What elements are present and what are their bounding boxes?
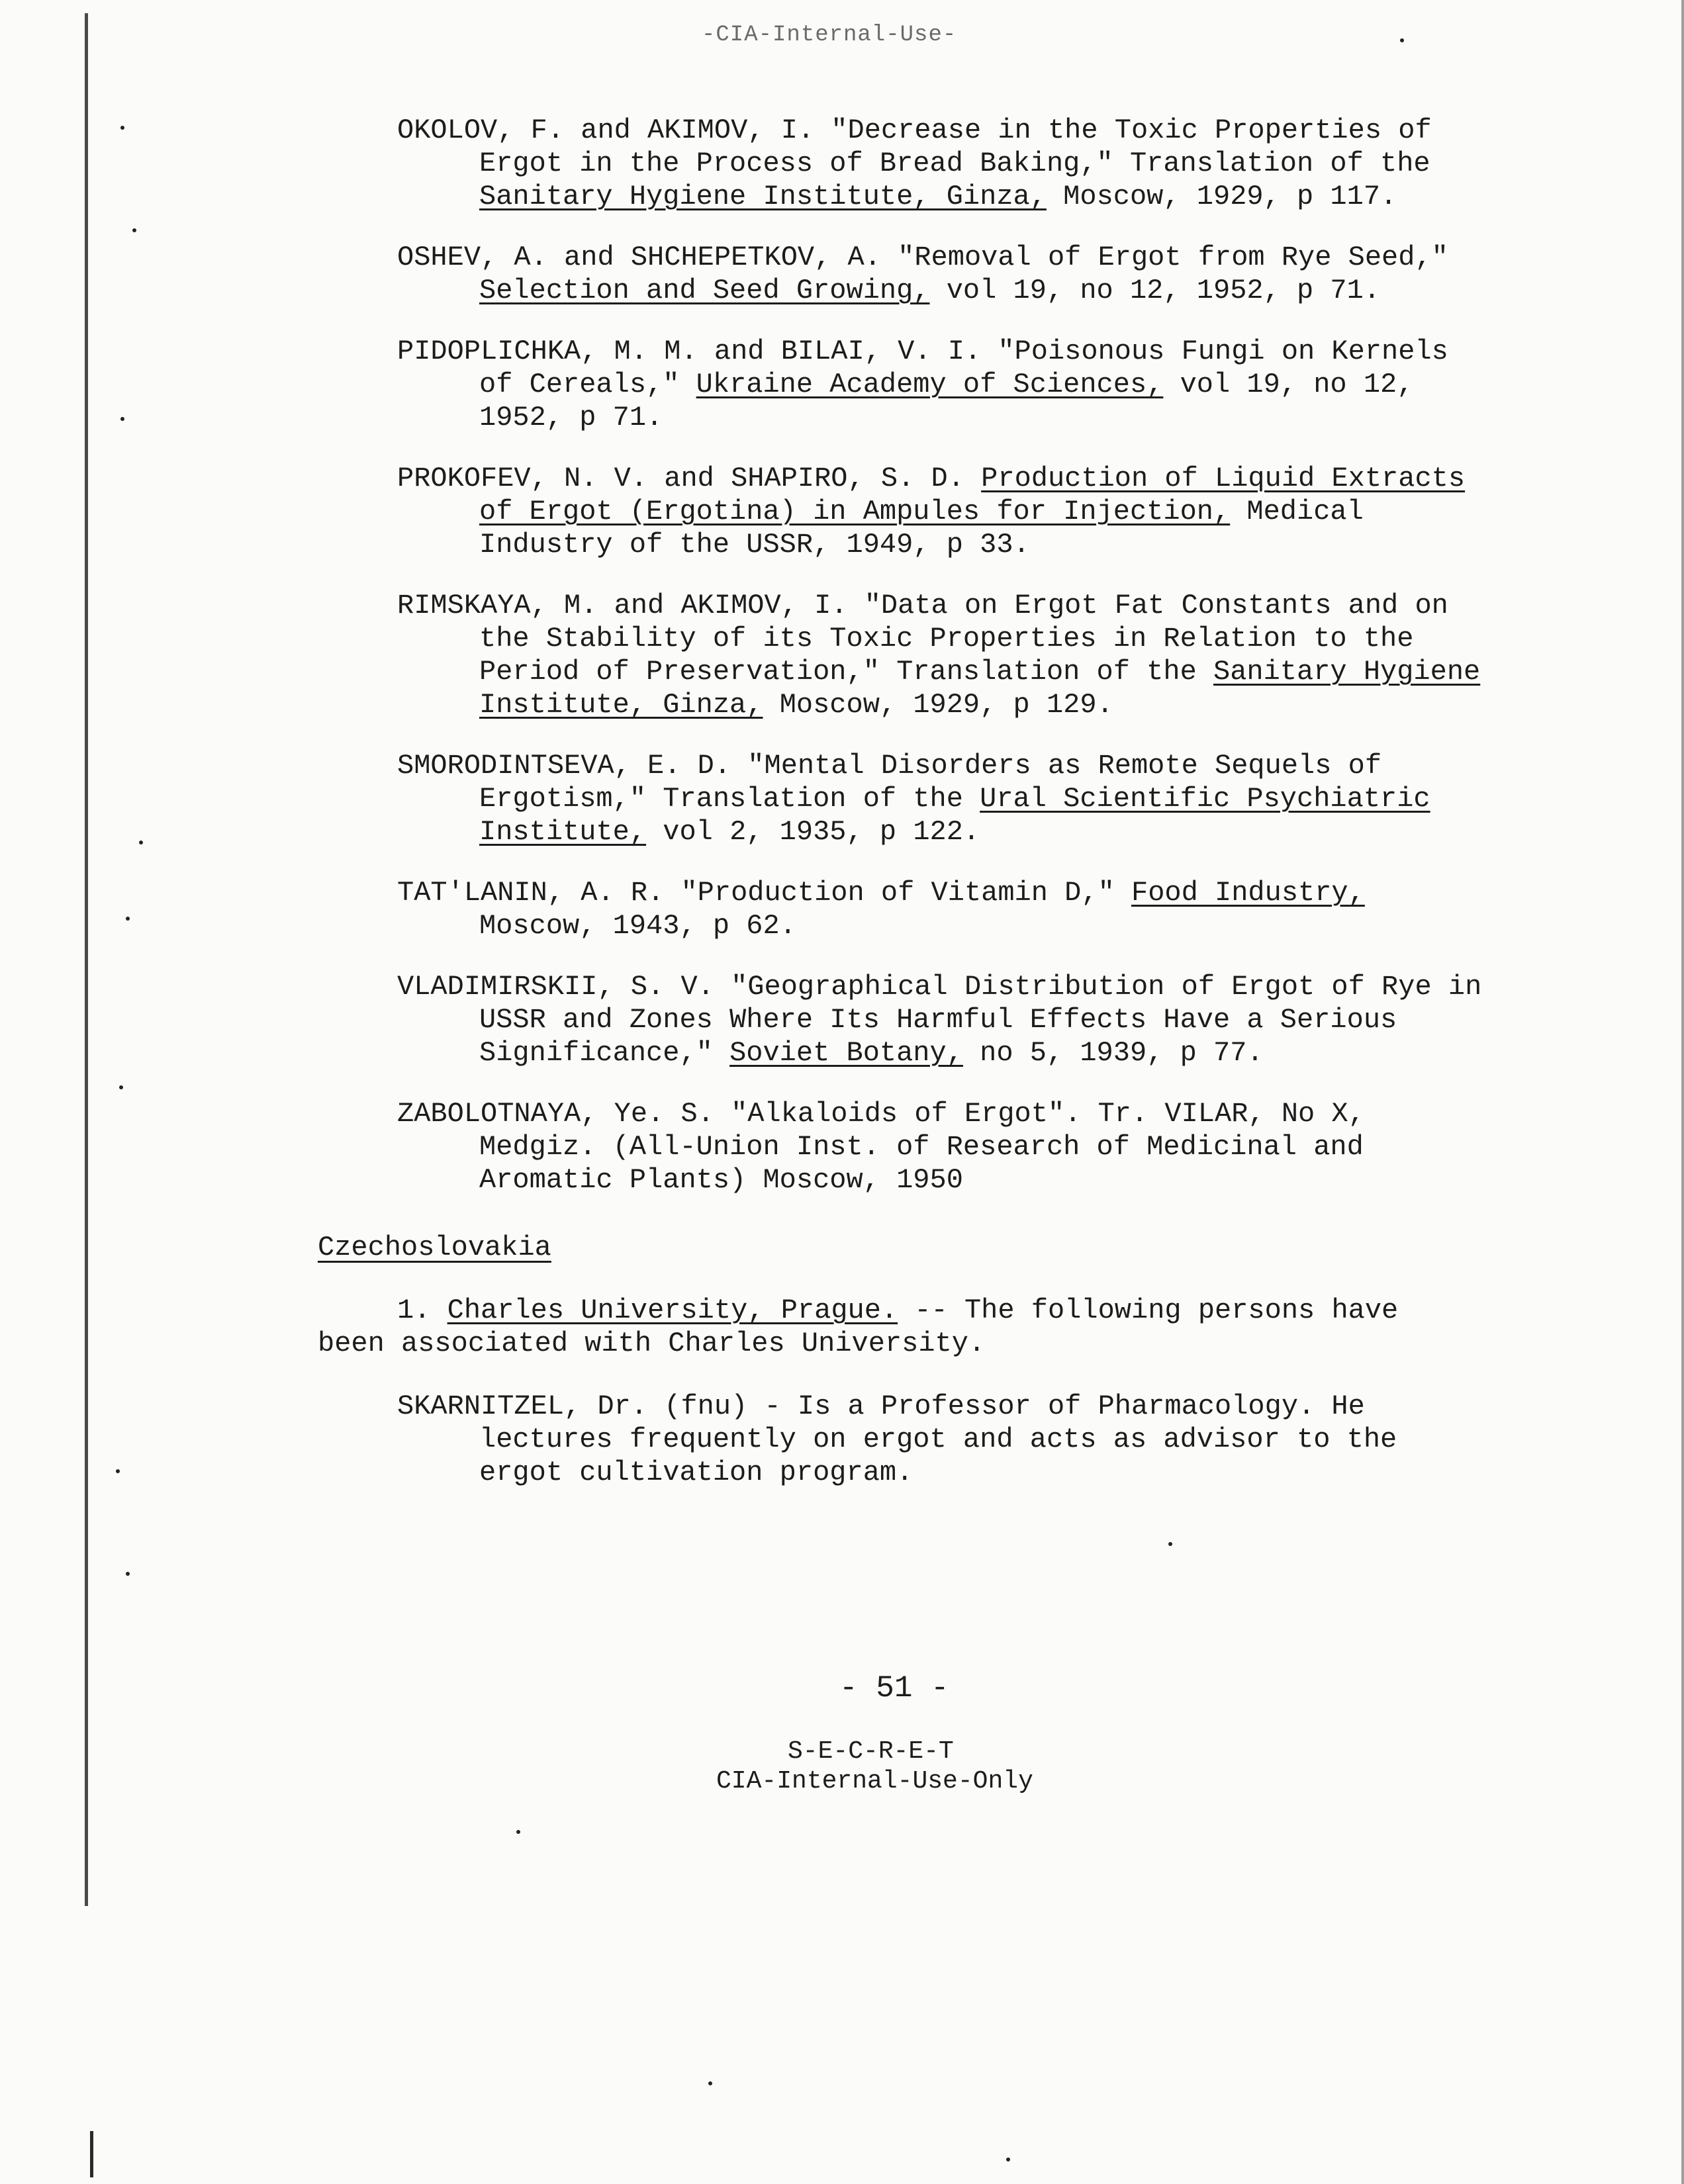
bibliography-entry: OKOLOV, F. and AKIMOV, I. "Decrease in the Toxic Properties of Ergot in the Process of Bread Baking," Translation of the Sanitary Hygiene Institute, Ginza, Moscow, 1929, p 117. (397, 114, 1432, 212)
scan-speck (708, 2081, 712, 2085)
binding-edge-line-lower (90, 2131, 93, 2177)
footer-marking: CIA-Internal-Use-Only (716, 1767, 1033, 1796)
scan-speck (120, 126, 124, 130)
scan-speck (1168, 1542, 1172, 1546)
classification-marking: S-E-C-R-E-T (788, 1737, 954, 1766)
scan-speck (119, 1085, 123, 1089)
bibliography-entry: TAT'LANIN, A. R. "Production of Vitamin D," Food Industry, Moscow, 1943, p 62. (397, 877, 1365, 942)
scan-speck (1006, 2158, 1010, 2161)
bibliography-list (397, 114, 1483, 1224)
page-header: -CIA-Internal-Use- (702, 23, 957, 48)
person-entry: SKARNITZEL, Dr. (fnu) - Is a Professor of Pharmacology. He lectures frequently on ergot and acts as advisor to the ergot cultivation program. (397, 1390, 1397, 1488)
scan-speck (139, 841, 143, 844)
binding-edge-line (85, 13, 88, 1906)
bibliography-entry: VLADIMIRSKII, S. V. "Geographical Distribution of Ergot of Rye in USSR and Zones Where Its Harmful Effects Have a Serious Significance," Soviet Botany, no 5, 1939, p 77. (397, 971, 1482, 1069)
scan-speck (126, 1572, 130, 1576)
scan-speck (516, 1830, 520, 1834)
scan-speck (120, 417, 124, 421)
page-number: - 51 - (839, 1671, 949, 1706)
bibliography-entry: PROKOFEV, N. V. and SHAPIRO, S. D. Production of Liquid Extracts of Ergot (Ergotina) in Ampules for Injection, Medical Industry of the USSR, 1949, p 33. (397, 463, 1466, 561)
scan-speck (1400, 38, 1404, 42)
numbered-paragraph: 1. Charles University, Prague. -- The following persons have been associated with Charles University. (318, 1295, 1399, 1359)
scan-speck (132, 228, 136, 232)
bibliography-entry: PIDOPLICHKA, M. M. and BILAI, V. I. "Poisonous Fungi on Kernels of Cereals," Ukraine Academy of Sciences, vol 19, no 12, 1952, p 71. (397, 336, 1448, 433)
bibliography-entry: ZABOLOTNAYA, Ye. S. "Alkaloids of Ergot". Tr. VILAR, No X, Medgiz. (All-Union Inst. of Research of Medicinal and Aromatic Plants) Moscow, 1950 (397, 1098, 1365, 1196)
scan-edge-line (1681, 0, 1684, 2184)
bibliography-entry: OSHEV, A. and SHCHEPETKOV, A. "Removal of Ergot from Rye Seed," Selection and Seed Growing, vol 19, no 12, 1952, p 71. (397, 242, 1448, 306)
scan-speck (116, 1469, 120, 1473)
bibliography-entry: SMORODINTSEVA, E. D. "Mental Disorders as Remote Sequels of Ergotism," Translation of the Ural Scientific Psychiatric Institute, vol 2, 1935, p 122. (397, 750, 1430, 848)
bibliography-entry: RIMSKAYA, M. and AKIMOV, I. "Data on Ergot Fat Constants and on the Stability of its Toxic Properties in Relation to the Period of Preservation," Translation of the Sanitary Hygiene Institute, Ginza, Moscow, 1929, p 129. (397, 590, 1481, 721)
scan-speck (126, 917, 130, 921)
section-heading: Czechoslovakia (318, 1232, 551, 1263)
